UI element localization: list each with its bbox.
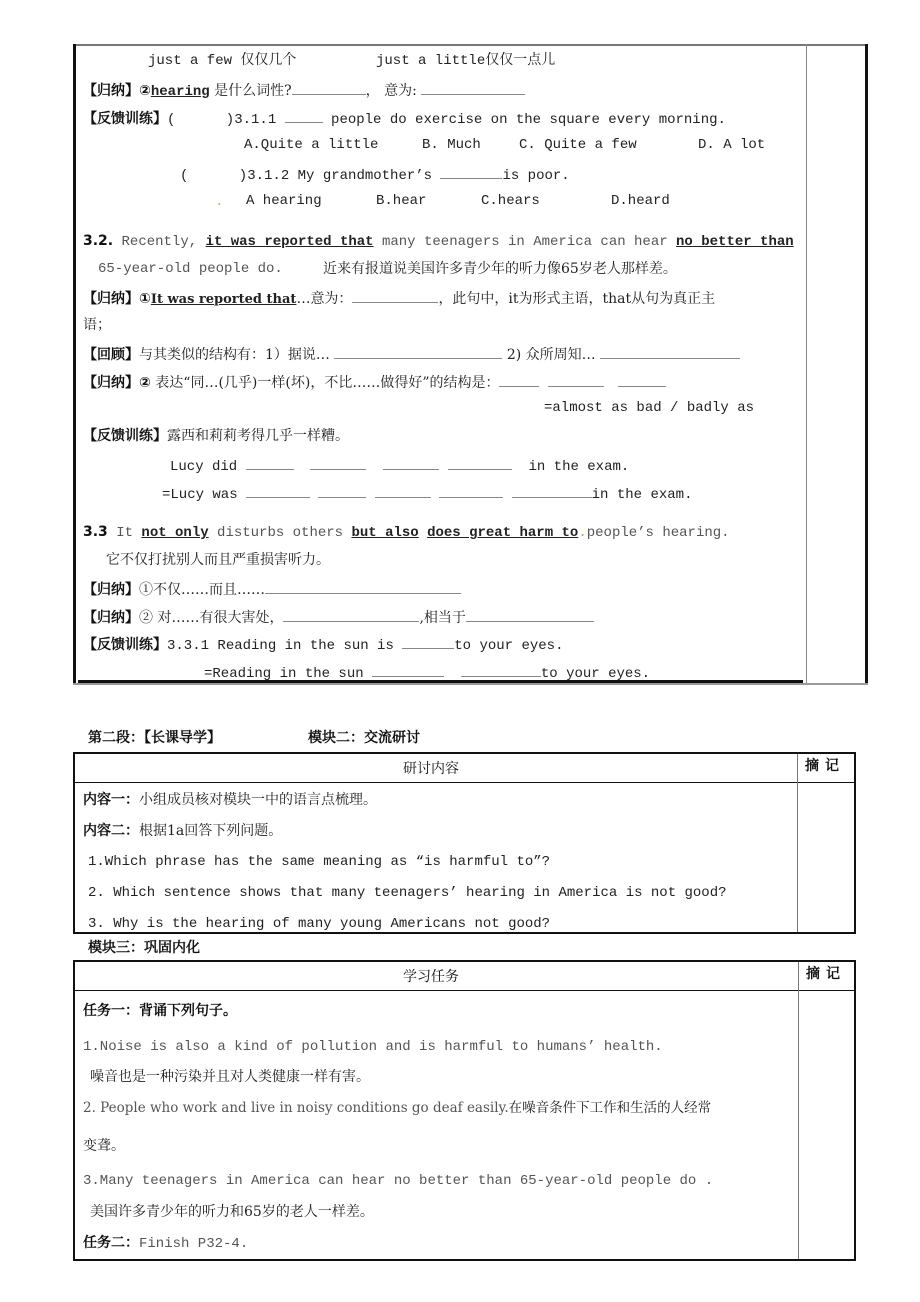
exercise-tag: 【反馈训练】	[83, 428, 167, 444]
review-line	[83, 344, 740, 364]
answer-blank[interactable]	[448, 455, 512, 470]
notes-header: 摘记	[806, 966, 846, 982]
table-divider	[75, 990, 854, 991]
sentence-3-2	[83, 232, 794, 251]
answer-blank[interactable]	[618, 372, 666, 387]
notes-column-divider	[797, 754, 798, 932]
key-phrase: but also	[351, 525, 419, 541]
notes-header: 摘记	[805, 758, 845, 774]
item-number: ①	[139, 291, 151, 307]
question-text: is poor.	[502, 168, 570, 184]
exercise-3-1-1	[83, 108, 726, 129]
phrase-meaning: 仅仅一点儿	[485, 53, 556, 69]
item-number: ②	[139, 375, 151, 391]
answer-blank[interactable]	[402, 634, 454, 649]
sentence-text: It	[107, 525, 142, 541]
question-1: 1.Which phrase has the same meaning as “is harmful to”?	[88, 854, 551, 870]
sentence-text: 2. People who work and live in noisy conditions go deaf easily.	[83, 1100, 509, 1116]
answer-blank[interactable]	[548, 372, 604, 387]
question-text: 表达“同…(几乎)一样(坏)，不比……做得好”的结构是：	[150, 375, 500, 391]
answer-paren[interactable]: ( )	[180, 168, 248, 184]
question-2: 2. Which sentence shows that many teenagers’ hearing in America is not good?	[88, 885, 727, 901]
answer-blank[interactable]	[246, 455, 294, 470]
answer-blank[interactable]	[292, 80, 366, 95]
sentence-1-cn: 噪音也是一种污染并且对人类健康一样有害。	[90, 1069, 370, 1085]
answer-blank[interactable]	[283, 607, 419, 622]
option-b: B. Much	[422, 137, 481, 153]
lucy-did-line	[170, 455, 629, 476]
exercise-3-3-1	[83, 634, 563, 655]
answer-blank[interactable]	[466, 607, 594, 622]
question-text: people do exercise on the square every morning.	[322, 112, 726, 128]
item-number: 3.3.1	[167, 638, 210, 654]
sentence-3-2-translation: 近来有报道说美国许多青少年的听力像65岁老人那样差。	[323, 261, 677, 277]
phrase-meaning: 仅仅几个	[240, 53, 297, 69]
question-text: ①不仅……而且……	[139, 582, 265, 598]
content-text: 根据1a回答下列问题。	[139, 823, 283, 839]
module-heading: 模块三：巩固内化	[88, 940, 200, 956]
answer-blank[interactable]	[499, 372, 539, 387]
question-3: 3. Why is the hearing of many young Americans not good?	[88, 916, 551, 932]
table-border	[73, 44, 867, 46]
summary-tag: 【归纳】	[83, 291, 139, 307]
sentence-2	[83, 1099, 711, 1117]
phrase: just a few	[148, 53, 233, 69]
answer-blank[interactable]	[372, 662, 444, 677]
question-text: ② 对……有很大害处，	[139, 610, 284, 626]
answer-blank[interactable]	[352, 288, 438, 303]
sentence-text: in the exam.	[528, 459, 630, 475]
question-text: ,相当于	[419, 610, 466, 626]
question-text: 与其类似的结构有：1）据说…	[139, 347, 330, 363]
summary-tag: 【归纳】	[83, 610, 139, 626]
answer-blank[interactable]	[310, 455, 366, 470]
exercise-tag: 【反馈训练】	[83, 637, 167, 653]
summary-structure	[83, 372, 666, 392]
summary-tag: 【归纳】	[83, 375, 139, 391]
table-header: 学习任务	[403, 969, 459, 985]
sentence-text: in the exam.	[591, 487, 693, 503]
sentence-text: disturbs others	[208, 525, 352, 541]
sentence-3-3	[83, 523, 730, 542]
answer-paren[interactable]: ( )	[167, 112, 235, 128]
summary-hearing	[83, 80, 525, 101]
notes-column-divider	[798, 962, 799, 1259]
table-border	[865, 44, 868, 685]
phrase: just a little	[376, 53, 486, 69]
item-number: 3.1.1	[234, 112, 277, 128]
table-border	[73, 44, 76, 685]
question-text: 是什么词性?	[209, 83, 292, 99]
summary-tag: 【归纳】	[83, 83, 139, 99]
content-label: 内容一：	[83, 792, 139, 808]
key-phrase: It was reported that	[150, 292, 297, 307]
exercise-3-3-1-alt	[204, 662, 650, 683]
option-c: C.hears	[481, 193, 540, 209]
edit-mark-icon: .	[578, 525, 587, 541]
task-label: 任务二：	[83, 1235, 139, 1251]
sentence-1-en: 1.Noise is also a kind of pollution and is harmful to humans’ health.	[83, 1039, 663, 1055]
summary-cont: 语；	[83, 317, 111, 333]
item-number: 3.2.	[83, 233, 114, 249]
answer-blank[interactable]	[439, 483, 503, 498]
question-text: to your eyes.	[454, 638, 564, 654]
answer-blank[interactable]	[265, 579, 461, 594]
question-text: ，此句中，it为形式主语，that从句为真正主	[438, 291, 716, 307]
answer-blank[interactable]	[421, 80, 525, 95]
sentence-3-en: 3.Many teenagers in America can hear no better than 65-year-old people do .	[83, 1173, 714, 1189]
table-divider	[75, 782, 854, 783]
key-phrase: not only	[141, 525, 209, 541]
table-header: 研讨内容	[403, 761, 459, 777]
summary-tag: 【归纳】	[83, 582, 139, 598]
equivalent-structure: =almost as bad / badly as	[544, 400, 755, 416]
item-number: 3.1.2	[247, 168, 290, 184]
just-a-few-line	[148, 52, 296, 70]
exercise-lucy	[83, 427, 349, 445]
task-text: Finish P32-4.	[139, 1236, 249, 1252]
answer-blank[interactable]	[600, 344, 740, 359]
sentence-3-2-cont: 65-year-old people do.	[98, 261, 283, 277]
stage-heading: 第二段：【长课导学】	[88, 730, 221, 746]
sentence-text: =Lucy was	[162, 487, 238, 503]
question-text: 露西和莉莉考得几乎一样糟。	[167, 428, 349, 444]
item-number: ②	[139, 83, 151, 99]
question-text: Reading in the sun is	[209, 638, 403, 654]
key-phrase: no better than	[676, 234, 794, 250]
discussion-table	[73, 752, 856, 934]
summary-not-only	[83, 579, 461, 599]
sentence-3-cn: 美国许多青少年的听力和65岁的老人一样差。	[90, 1204, 374, 1220]
option-a: A.Quite a little	[244, 137, 379, 153]
review-tag: 【回顾】	[83, 347, 139, 363]
content-one	[83, 791, 377, 809]
key-phrase: it was reported that	[205, 234, 374, 250]
table-border	[73, 683, 868, 685]
answer-blank[interactable]	[383, 455, 439, 470]
sentence-text: people’s hearing.	[586, 525, 730, 541]
question-text: to your eyes.	[540, 666, 651, 682]
sentence-3-3-translation: 它不仅打扰别人而且严重损害听力。	[106, 552, 330, 568]
option-d: D. A lot	[698, 137, 766, 153]
answer-blank[interactable]	[461, 662, 541, 677]
sentence-text: Lucy did	[170, 459, 238, 475]
task-two	[83, 1234, 248, 1253]
notes-column-divider	[806, 44, 807, 685]
sentence-translation: 在噪音条件下工作和生活的人经常	[508, 1100, 712, 1116]
answer-blank[interactable]	[285, 108, 323, 123]
option-c: C. Quite a few	[519, 137, 637, 153]
content-two	[83, 822, 282, 840]
sentence-text: many teenagers in America can hear	[373, 234, 677, 250]
content-label: 内容二：	[83, 823, 139, 839]
question-text: =Reading in the sun	[204, 666, 364, 682]
content-text: 小组成员核对模块一中的语言点梳理。	[139, 792, 377, 808]
option-b: B.hear	[376, 193, 427, 209]
answer-blank[interactable]	[246, 483, 310, 498]
module-heading: 模块二：交流研讨	[308, 730, 420, 746]
sentence-2-cn-cont: 变聋。	[83, 1138, 125, 1154]
question-text: 2) 众所周知…	[502, 347, 596, 363]
key-phrase: does great harm to	[427, 525, 579, 541]
question-text: My grandmother’s	[289, 168, 441, 184]
summary-it-was-reported	[83, 288, 715, 309]
answer-blank[interactable]	[318, 483, 366, 498]
task-one-label: 任务一：背诵下列句子。	[83, 1003, 237, 1019]
answer-blank[interactable]	[512, 483, 592, 498]
lucy-was-line	[162, 483, 692, 504]
answer-blank[interactable]	[440, 164, 502, 179]
answer-blank[interactable]	[375, 483, 431, 498]
exercise-3-1-2	[180, 164, 570, 185]
keyword: hearing	[150, 84, 210, 100]
item-number: 3.3	[83, 524, 108, 540]
just-a-little-line	[376, 52, 555, 70]
question-text: ， 意为:	[365, 83, 422, 99]
exercise-tag: 【反馈训练】	[83, 111, 167, 127]
sentence-text: Recently,	[113, 234, 206, 250]
answer-blank[interactable]	[334, 344, 502, 359]
summary-harm	[83, 607, 594, 627]
option-a: A hearing	[246, 193, 322, 209]
edit-mark-icon: .	[217, 193, 222, 209]
question-text: …意为：	[296, 291, 353, 307]
option-d: D.heard	[611, 193, 670, 209]
